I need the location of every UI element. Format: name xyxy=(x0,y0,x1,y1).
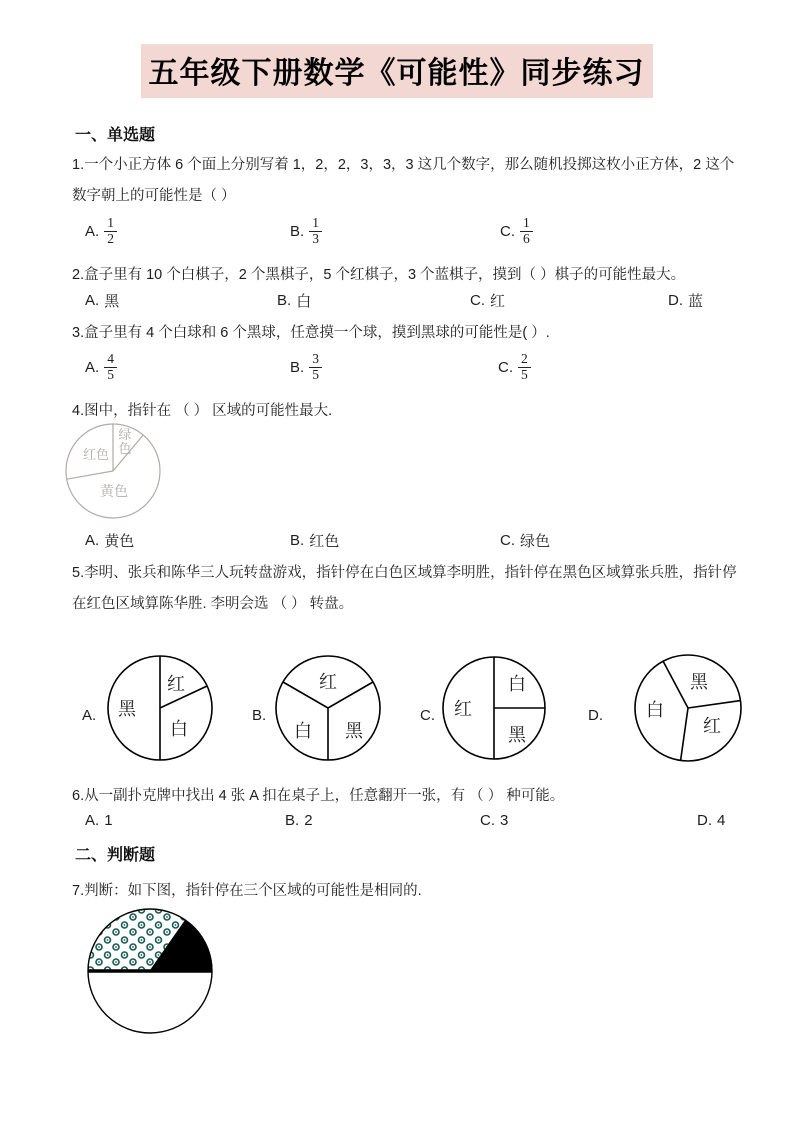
q3-option-b xyxy=(290,352,322,383)
q3-option-a-label: A. xyxy=(85,358,100,376)
q2-option-c-label: C. xyxy=(470,292,485,309)
q2-option-d xyxy=(668,290,703,311)
spinner-b-region-white: 白 xyxy=(294,721,312,741)
fraction-denominator: 5 xyxy=(104,367,117,383)
q6-option-b-value: 2 xyxy=(304,812,313,829)
q2-option-b-label: B. xyxy=(277,292,292,309)
spinner-a-dividers xyxy=(160,656,207,760)
question-3-text: 3.盒子里有 4 个白球和 6 个黑球，任意摸一个球，摸到黑球的可能性是( ）. xyxy=(72,325,550,341)
fraction-denominator: 2 xyxy=(104,231,117,247)
spinner-b-region-black: 黑 xyxy=(345,721,363,741)
q4-option-b-label: B. xyxy=(290,532,305,549)
question-6-text: 6.从一副扑克牌中找出 4 张 A 扣在桌子上，任意翻开一张，有 （ ） 种可能。 xyxy=(72,788,565,804)
q3-option-a xyxy=(85,352,117,383)
section-2-heading: 二、判断题 xyxy=(75,847,156,864)
spinner-b-region-red: 红 xyxy=(319,672,337,692)
q2-option-a xyxy=(85,290,119,311)
q6-option-a-value: 1 xyxy=(104,812,113,829)
q1-option-b-label: B. xyxy=(290,222,305,240)
q1-option-c-label: C. xyxy=(500,222,515,240)
q2-option-b xyxy=(277,290,311,311)
fraction xyxy=(518,352,531,383)
title-row xyxy=(0,44,793,98)
fraction-numerator: 1 xyxy=(107,215,114,230)
q4-sector-label-green: 绿色 xyxy=(118,427,132,456)
question-1-text: 1.一个小正方体 6 个面上分别写着 1，2，2，3，3，3 这几个数字，那么随机投掷这枚小正方体，2 这个数字朝上的可能性是（ ） xyxy=(72,157,735,204)
fraction xyxy=(520,216,533,247)
q4-option-b-value: 红色 xyxy=(309,533,340,550)
q1-option-b xyxy=(290,216,322,247)
fraction xyxy=(104,216,117,247)
q6-option-c-value: 3 xyxy=(500,812,509,829)
fraction-denominator: 3 xyxy=(309,231,322,247)
q1-option-c xyxy=(500,216,533,247)
q2-option-d-label: D. xyxy=(668,292,683,309)
fraction-numerator: 4 xyxy=(107,351,114,366)
q6-option-d-label: D. xyxy=(697,812,712,829)
spinner-d-region-red: 红 xyxy=(703,716,721,736)
q1-option-a xyxy=(85,216,117,247)
spinner-a-region-white: 白 xyxy=(170,719,188,739)
q6-option-a-label: A. xyxy=(85,812,100,829)
fraction-numerator: 1 xyxy=(523,215,530,230)
question-7-text: 7.判断：如下图，指针停在三个区域的可能性是相同的. xyxy=(72,883,422,899)
q6-option-d xyxy=(697,812,725,829)
q2-option-b-value: 白 xyxy=(296,293,312,310)
q4-option-a xyxy=(85,530,134,551)
q2-option-c-value: 红 xyxy=(490,293,506,310)
q4-option-b xyxy=(290,530,339,551)
fraction xyxy=(104,352,117,383)
fraction-numerator: 1 xyxy=(312,215,319,230)
q6-option-c-label: C. xyxy=(480,812,495,829)
spinner-d-region-black: 黑 xyxy=(690,672,708,692)
fraction-denominator: 5 xyxy=(518,367,531,383)
q6-option-c xyxy=(480,812,508,829)
spinner-c-letter: C. xyxy=(420,707,435,724)
fraction-numerator: 3 xyxy=(312,351,319,366)
q6-option-d-value: 4 xyxy=(717,812,726,829)
spinner-c-region-black: 黑 xyxy=(508,725,526,745)
q6-option-b xyxy=(285,812,313,829)
q4-option-c-value: 绿色 xyxy=(520,533,551,550)
q5-spinners-figure xyxy=(70,648,780,773)
q2-option-c xyxy=(470,290,505,311)
q4-option-c-label: C. xyxy=(500,532,515,549)
question-2-text: 2.盒子里有 10 个白棋子，2 个黑棋子，5 个红棋子，3 个蓝棋子，摸到（ ）棋子的可能性最大。 xyxy=(72,267,686,283)
q4-option-c xyxy=(500,530,550,551)
q4-sector-label-yellow: 黄色 xyxy=(100,483,128,499)
q4-option-a-value: 黄色 xyxy=(104,533,135,550)
q2-option-d-value: 蓝 xyxy=(688,293,704,310)
q1-option-a-label: A. xyxy=(85,222,100,240)
spinner-a-region-red: 红 xyxy=(167,674,185,694)
q4-sector-label-red: 红色 xyxy=(83,447,110,462)
page-title: 五年级下册数学《可能性》同步练习 xyxy=(141,44,653,98)
spinner-c-region-white: 白 xyxy=(508,674,526,694)
spinner-b-letter: B. xyxy=(252,707,267,724)
q3-option-c-label: C. xyxy=(498,358,513,376)
spinner-a-letter: A. xyxy=(82,707,97,724)
q6-option-b-label: B. xyxy=(285,812,300,829)
fraction-numerator: 2 xyxy=(521,351,528,366)
spinner-d-letter: D. xyxy=(588,707,603,724)
fraction-denominator: 6 xyxy=(520,231,533,247)
q3-option-b-label: B. xyxy=(290,358,305,376)
q6-option-a xyxy=(85,812,113,829)
spinner-a-region-black: 黑 xyxy=(118,699,136,719)
q4-spinner-figure xyxy=(64,420,169,525)
q2-option-a-label: A. xyxy=(85,292,100,309)
section-1-heading: 一、单选题 xyxy=(75,127,156,144)
spinner-c-region-red: 红 xyxy=(454,699,472,719)
fraction-denominator: 5 xyxy=(309,367,322,383)
question-5-text: 5.李明、张兵和陈华三人玩转盘游戏，指针停在白色区域算李明胜，指针停在黑色区域算张兵胜，指针停在红色区域算陈华胜. 李明会选 （ ） 转盘。 xyxy=(72,565,737,612)
fraction xyxy=(309,352,322,383)
spinner-d-region-white: 白 xyxy=(646,700,664,720)
q2-option-a-value: 黑 xyxy=(104,293,120,310)
q3-option-c xyxy=(498,352,531,383)
fraction xyxy=(309,216,322,247)
question-4-text: 4.图中，指针在 （ ） 区域的可能性最大. xyxy=(72,403,333,419)
q7-pie-figure xyxy=(86,906,218,1038)
q4-option-a-label: A. xyxy=(85,532,100,549)
